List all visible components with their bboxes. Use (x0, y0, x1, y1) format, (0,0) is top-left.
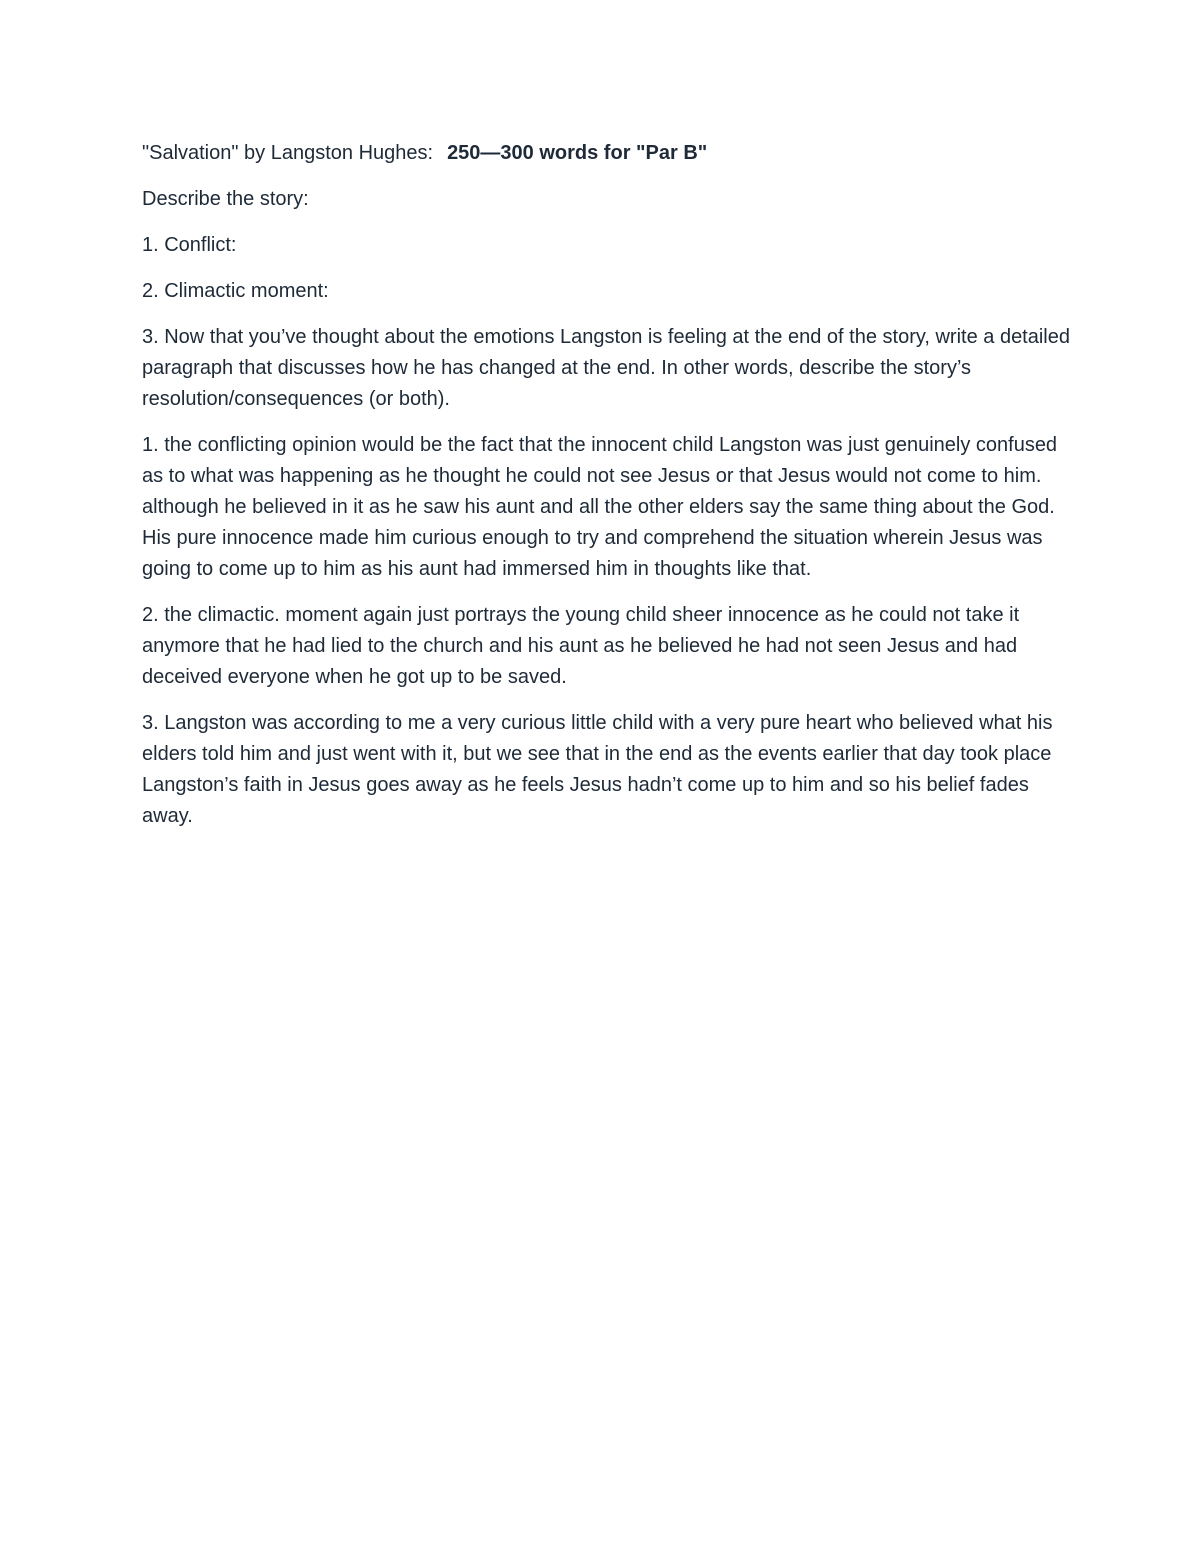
prompt-resolution: 3. Now that you’ve thought about the emotions Langston is feeling at the end of the story, write a detailed paragraph that discusses how he has changed at the end. In other words, describe the story’s resolution/consequences (or both). (142, 326, 1070, 410)
document-body (142, 138, 1072, 847)
word-count-requirement: 250—300 words for "Par B" (447, 142, 708, 164)
answer-resolution: 3. Langston was according to me a very curious little child with a very pure heart who believed what his elders told him and just went with it, but we see that in the end as the events earlier that day took place Langston’s faith in Jesus goes away as he feels Jesus hadn’t come up to him and so his belief fades away. (142, 712, 1053, 827)
answer-climactic-moment: 2. the climactic. moment again just portrays the young child sheer innocence as he could not take it anymore that he had lied to the church and his aunt as he believed he had not seen Jesus and had deceived everyone when he got up to be saved. (142, 604, 1020, 688)
prompt-climactic-moment: 2. Climactic moment: (142, 280, 329, 302)
prompt-conflict: 1. Conflict: (142, 234, 237, 256)
intro-instruction: Describe the story: (142, 188, 309, 210)
answer-conflict: 1. the conflicting opinion would be the fact that the innocent child Langston was just genuinely confused as to what was happening as he thought he could not see Jesus or that Jesus would not come to him. although he believed in it as he saw his aunt and all the other elders say the same thing about the God. His pure innocence made him curious enough to try and comprehend the situation wherein Jesus was going to come up to him as his aunt had immersed him in thoughts like that. (142, 434, 1058, 580)
assignment-title (142, 138, 1072, 169)
title-text: "Salvation" by Langston Hughes: (142, 142, 434, 164)
